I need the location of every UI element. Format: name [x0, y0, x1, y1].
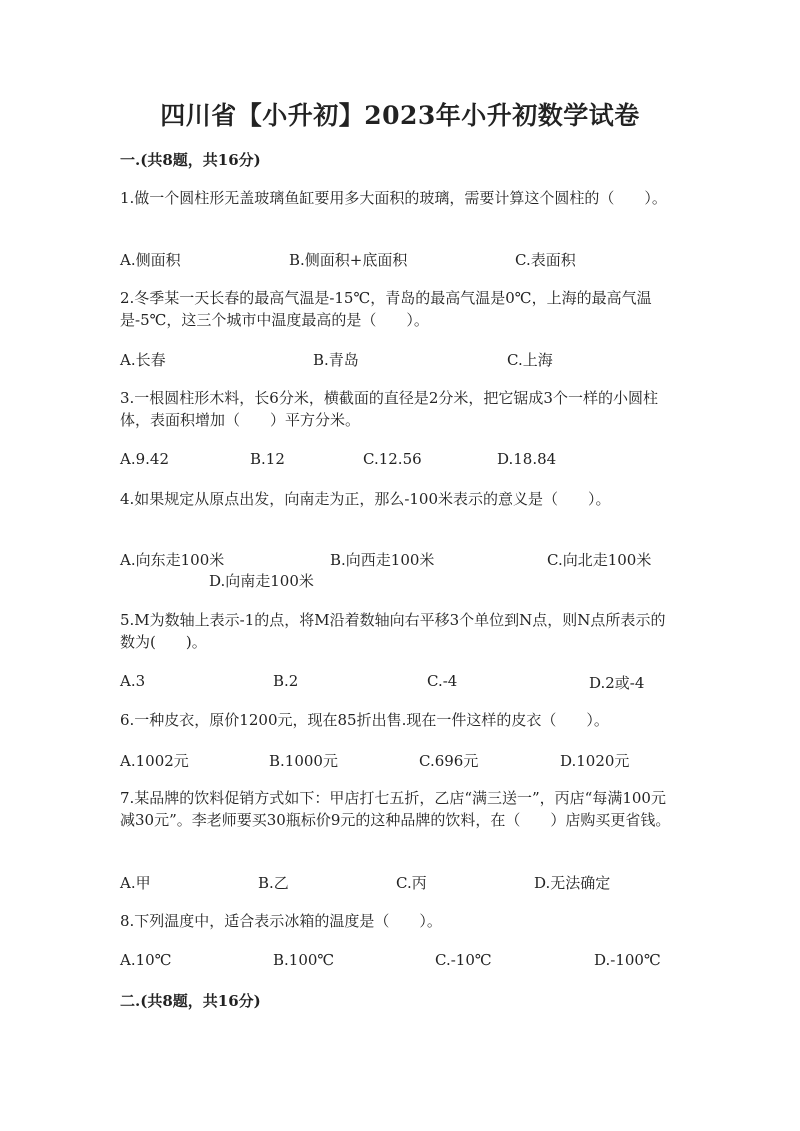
page-title: 四川省【小升初】2023年小升初数学试卷: [160, 101, 640, 130]
question-7: 7.某品牌的饮料促销方式如下：甲店打七五折，乙店“满三送一”，丙店“每满100元减30元”。李老师要买30瓶标价9元的这种品牌的饮料，在（ ）店购买更省钱。: [120, 789, 671, 829]
question-4-option-b: B.向西走100米: [330, 551, 435, 569]
section-heading-2: 二.(共8题，共16分): [120, 992, 261, 1010]
question-6-option-d: D.1020元: [560, 752, 630, 770]
question-6: 6.一种皮衣，原价1200元，现在85折出售.现在一件这样的皮衣（ ）。: [120, 711, 609, 729]
question-1-option-b: B.侧面积+底面积: [289, 251, 408, 269]
question-7-option-b: B.乙: [258, 874, 289, 892]
question-3-option-c: C.12.56: [363, 450, 422, 468]
question-7-option-d: D.无法确定: [534, 874, 611, 892]
question-3-option-a: A.9.42: [120, 450, 169, 468]
question-3: 3.一根圆柱形木料，长6分米，横截面的直径是2分米，把它锯成3个一样的小圆柱体，表面积增加（ ）平方分米。: [120, 389, 658, 429]
question-1: 1.做一个圆柱形无盖玻璃鱼缸要用多大面积的玻璃，需要计算这个圆柱的（ ）。: [120, 189, 667, 207]
question-7-option-a: A.甲: [120, 874, 151, 892]
question-2-option-c: C.上海: [507, 351, 553, 369]
question-4: 4.如果规定从原点出发，向南走为正，那么-100米表示的意义是（ ）。: [120, 490, 611, 508]
question-8-option-a: A.10℃: [120, 951, 172, 969]
question-6-option-a: A.1002元: [120, 752, 189, 770]
question-3-option-d: D.18.84: [497, 450, 557, 468]
question-4-option-a: A.向东走100米: [120, 551, 225, 569]
question-5-option-a: A.3: [120, 672, 146, 690]
question-1-option-a: A.侧面积: [120, 251, 181, 269]
question-3-option-b: B.12: [250, 450, 285, 468]
question-4-option-c: C.向北走100米: [547, 551, 652, 569]
question-7-option-c: C.丙: [396, 874, 427, 892]
question-6-option-c: C.696元: [419, 752, 479, 770]
question-6-option-b: B.1000元: [269, 752, 338, 770]
question-8-option-b: B.100℃: [273, 951, 335, 969]
section-heading-1: 一.(共8题，共16分): [120, 151, 261, 169]
question-1-option-c: C.表面积: [515, 251, 576, 269]
question-2: 2.冬季某一天长春的最高气温是-15℃，青岛的最高气温是0℃，上海的最高气温是-5℃，这三个城市中温度最高的是（ ）。: [120, 289, 652, 329]
question-4-option-d: D.向南走100米: [209, 572, 314, 590]
question-2-option-b: B.青岛: [313, 351, 359, 369]
question-5-option-c: C.-4: [427, 672, 458, 690]
question-5-option-b: B.2: [273, 672, 299, 690]
question-8: 8.下列温度中，适合表示冰箱的温度是（ ）。: [120, 912, 442, 930]
question-8-option-d: D.-100℃: [594, 951, 661, 969]
question-8-option-c: C.-10℃: [435, 951, 492, 969]
question-5: 5.M为数轴上表示-1的点，将M沿着数轴向右平移3个单位到N点，则N点所表示的数为( )。: [120, 611, 666, 651]
question-2-option-a: A.长春: [120, 351, 166, 369]
question-5-option-d: D.2或-4: [589, 674, 645, 692]
